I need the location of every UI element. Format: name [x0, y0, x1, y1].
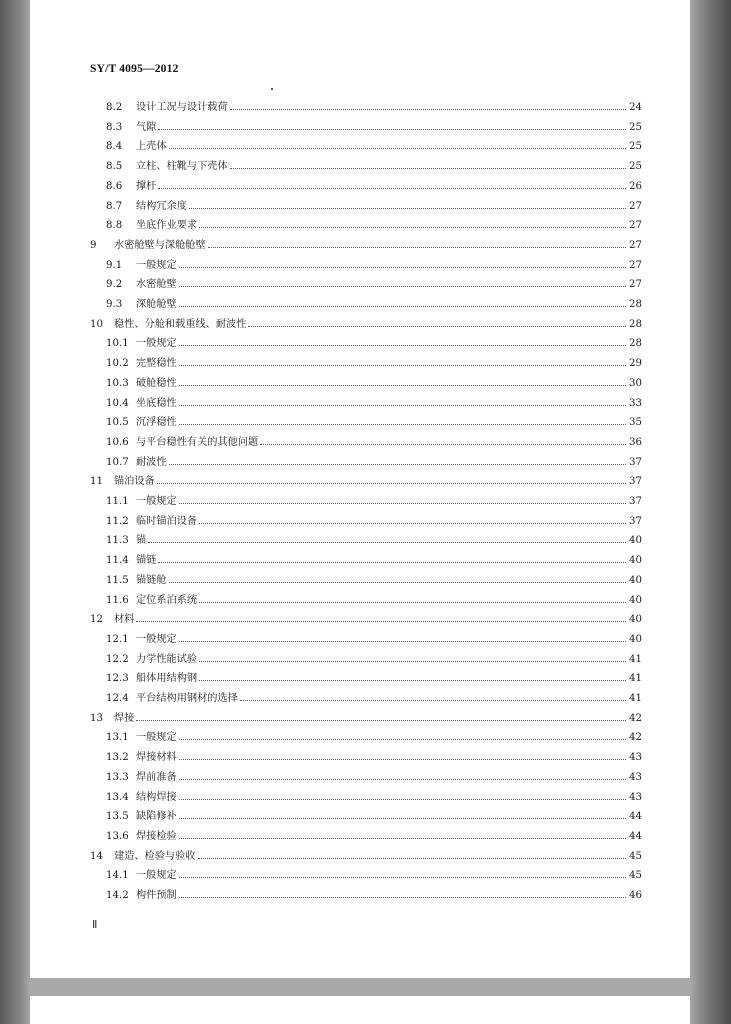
toc-chapter-entry[interactable] [30, 233, 690, 251]
toc-entry-number: 11.2 [106, 515, 129, 527]
toc-entry-number: 10.2 [106, 358, 129, 370]
toc-section-entry[interactable] [30, 174, 690, 192]
toc-entry-number: 13.4 [106, 791, 129, 803]
toc-entry-number: 9.2 [106, 279, 123, 291]
toc-entry-page: 24 [629, 102, 642, 113]
toc-entry-page: 25 [629, 161, 642, 173]
toc-entry-number: 8.6 [106, 180, 123, 192]
toc-section-entry[interactable] [30, 410, 690, 428]
toc-entry-title: 缺陷修补 [136, 811, 177, 823]
toc-entry-title: 沉浮稳性 [136, 417, 177, 429]
toc-entry-title: 材料 [114, 614, 135, 626]
toc-entry-page: 40 [629, 594, 642, 606]
toc-entry-title: 撑杆 [136, 180, 157, 192]
toc-dot-leader [179, 817, 626, 819]
toc-entry-page: 36 [629, 436, 642, 448]
toc-entry-number: 14.1 [106, 870, 129, 882]
toc-section-entry[interactable] [30, 115, 690, 133]
toc-section-entry[interactable] [30, 509, 690, 527]
toc-entry-page: 27 [629, 239, 642, 251]
toc-section-entry[interactable] [30, 686, 690, 704]
toc-entry-page: 27 [629, 259, 642, 271]
toc-entry-page: 37 [629, 476, 642, 488]
toc-dot-leader [158, 187, 626, 189]
toc-dot-leader [158, 128, 626, 130]
toc-entry-title: 定位系泊系统 [136, 594, 198, 606]
toc-entry-number: 10 [90, 318, 103, 330]
toc-dot-leader [179, 876, 626, 878]
toc-entry-number: 11.3 [106, 535, 129, 547]
toc-entry-number: 8.7 [106, 200, 123, 212]
toc-entry-title: 水密舱壁与深舱舱壁 [114, 239, 206, 251]
toc-entry-number: 11.4 [106, 555, 129, 567]
toc-dot-leader [136, 719, 626, 721]
toc-entry-page: 41 [629, 673, 642, 685]
toc-section-entry[interactable] [30, 666, 690, 684]
toc-entry-title: 结构冗余度 [136, 200, 187, 212]
toc-dot-leader [260, 443, 626, 445]
toc-dot-leader [179, 896, 626, 898]
toc-entry-number: 10.6 [106, 436, 129, 448]
toc-section-entry[interactable] [30, 824, 690, 842]
toc-dot-leader [179, 502, 626, 504]
document-header: SY/T 4095—2012 [90, 63, 179, 75]
toc-dot-leader [136, 620, 626, 622]
toc-dot-leader [179, 423, 626, 425]
toc-dot-leader [179, 266, 626, 268]
toc-entry-title: 焊接 [114, 712, 135, 724]
toc-entry-number: 11.5 [106, 574, 129, 586]
toc-entry-number: 8.4 [106, 141, 123, 153]
toc-dot-leader [179, 285, 626, 287]
toc-section-entry[interactable] [30, 430, 690, 448]
toc-dot-leader [189, 207, 626, 209]
toc-entry-page: 40 [629, 633, 642, 645]
toc-section-entry[interactable] [30, 765, 690, 783]
toc-entry-number: 8.5 [106, 161, 123, 173]
toc-section-entry[interactable] [30, 863, 690, 881]
toc-dot-leader [157, 482, 626, 484]
toc-entry-title: 平台结构用钢材的选择 [136, 693, 238, 704]
toc-dot-leader [199, 660, 626, 662]
toc-dot-leader [199, 522, 626, 524]
toc-entry-title: 结构焊接 [136, 791, 177, 803]
toc-entry-number: 10.3 [106, 377, 129, 389]
toc-entry-title: 气隙 [136, 121, 157, 133]
toc-dot-leader [148, 541, 626, 543]
toc-entry-number: 14.2 [106, 890, 129, 901]
page-number-footer: Ⅱ [92, 919, 98, 931]
toc-entry-number: 12 [90, 614, 103, 626]
toc-entry-page: 46 [629, 890, 642, 901]
toc-dot-leader [208, 246, 626, 248]
toc-entry-number: 13.5 [106, 811, 129, 823]
toc-section-entry[interactable] [30, 134, 690, 152]
toc-section-entry[interactable] [30, 588, 690, 606]
toc-entry-page: 27 [629, 220, 642, 232]
toc-entry-title: 焊接检验 [136, 830, 177, 842]
toc-entry-number: 9.1 [106, 259, 123, 271]
toc-dot-leader [179, 305, 626, 307]
toc-entry-title: 一般规定 [136, 633, 177, 645]
toc-entry-title: 破舱稳性 [136, 377, 177, 389]
toc-entry-title: 坐底稳性 [136, 397, 177, 409]
toc-entry-number: 10.5 [106, 417, 129, 429]
toc-dot-leader [230, 108, 626, 110]
scan-speck [271, 88, 273, 90]
toc-section-entry[interactable] [30, 253, 690, 271]
toc-dot-leader [179, 384, 626, 386]
toc-dot-leader [199, 226, 626, 228]
toc-entry-page: 37 [629, 456, 642, 468]
toc-chapter-entry[interactable] [30, 706, 690, 724]
toc-dot-leader [248, 325, 626, 327]
toc-section-entry[interactable] [30, 627, 690, 645]
toc-section-entry[interactable] [30, 745, 690, 763]
toc-dot-leader [179, 758, 626, 760]
toc-dot-leader [179, 798, 626, 800]
toc-entry-number: 11 [90, 476, 103, 488]
toc-entry-number: 11.1 [106, 496, 129, 507]
toc-entry-title: 与平台稳性有关的其他问题 [136, 436, 259, 448]
toc-entry-title: 一般规定 [136, 259, 177, 271]
toc-entry-page: 42 [629, 732, 642, 744]
toc-section-entry[interactable] [30, 95, 690, 113]
toc-entry-title: 临时锚泊设备 [136, 515, 198, 527]
toc-entry-title: 稳性、分舱和载重线、耐波性 [114, 318, 247, 330]
toc-entry-number: 9.3 [106, 299, 123, 310]
toc-entry-title: 锚链 [136, 555, 157, 567]
toc-entry-title: 上壳体 [136, 141, 167, 153]
toc-dot-leader [169, 463, 626, 465]
toc-chapter-entry[interactable] [30, 844, 690, 862]
toc-entry-title: 锚链舱 [136, 574, 167, 586]
toc-chapter-entry[interactable] [30, 607, 690, 625]
toc-section-entry[interactable] [30, 371, 690, 389]
toc-entry-title: 构件预制 [136, 890, 177, 901]
toc-entry-page: 25 [629, 141, 642, 153]
document-page [30, 0, 690, 978]
toc-entry-title: 设计工况与设计载荷 [136, 102, 228, 113]
toc-entry-page: 28 [629, 338, 642, 350]
toc-dot-leader [179, 837, 626, 839]
toc-section-entry[interactable] [30, 568, 690, 586]
toc-entry-number: 8.2 [106, 102, 123, 113]
toc-dot-leader [240, 699, 626, 701]
toc-entry-title: 船体用结构钢 [136, 673, 198, 685]
toc-entry-number: 13.6 [106, 830, 129, 842]
toc-entry-page: 41 [629, 653, 642, 665]
toc-dot-leader [179, 344, 626, 346]
toc-section-entry[interactable] [30, 548, 690, 566]
toc-section-entry[interactable] [30, 391, 690, 409]
toc-section-entry[interactable] [30, 194, 690, 212]
toc-entry-page: 40 [629, 535, 642, 547]
toc-dot-leader [179, 404, 626, 406]
toc-entry-number: 8.8 [106, 220, 123, 232]
toc-entry-number: 13.1 [106, 732, 129, 744]
toc-section-entry[interactable] [30, 272, 690, 290]
toc-entry-number: 12.4 [106, 693, 129, 704]
toc-entry-number: 12.3 [106, 673, 129, 685]
toc-entry-title: 锚 [136, 535, 147, 547]
toc-entry-page: 40 [629, 574, 642, 586]
toc-entry-number: 11.6 [106, 594, 129, 606]
toc-section-entry[interactable] [30, 154, 690, 172]
toc-entry-title: 建造、检验与验收 [114, 850, 196, 862]
toc-dot-leader [179, 364, 626, 366]
toc-entry-number: 9 [90, 239, 97, 251]
toc-dot-leader [179, 778, 626, 780]
toc-entry-number: 8.3 [106, 121, 123, 133]
toc-section-entry[interactable] [30, 883, 690, 901]
next-page-edge [30, 996, 690, 1024]
toc-entry-page: 37 [629, 496, 642, 507]
toc-section-entry[interactable] [30, 213, 690, 231]
toc-entry-page: 25 [629, 121, 642, 133]
toc-entry-page: 33 [629, 397, 642, 409]
toc-entry-page: 44 [629, 811, 642, 823]
toc-dot-leader [198, 857, 627, 859]
toc-entry-title: 耐波性 [136, 456, 167, 468]
toc-entry-page: 26 [629, 180, 642, 192]
toc-dot-leader [199, 601, 626, 603]
toc-section-entry[interactable] [30, 351, 690, 369]
toc-entry-page: 30 [629, 377, 642, 389]
toc-section-entry[interactable] [30, 804, 690, 822]
toc-entry-page: 40 [629, 555, 642, 567]
toc-entry-title: 锚泊设备 [114, 476, 155, 488]
toc-entry-title: 立柱、柱靴与下壳体 [136, 161, 228, 173]
toc-entry-title: 深舱舱壁 [136, 299, 177, 310]
toc-entry-title: 焊接材料 [136, 752, 177, 764]
toc-dot-leader [179, 738, 626, 740]
toc-entry-title: 焊前准备 [136, 771, 177, 783]
toc-section-entry[interactable] [30, 647, 690, 665]
toc-entry-page: 42 [629, 712, 642, 724]
toc-entry-page: 35 [629, 417, 642, 429]
toc-entry-number: 13.3 [106, 771, 129, 783]
toc-dot-leader [169, 147, 626, 149]
toc-dot-leader [158, 561, 626, 563]
toc-dot-leader [230, 167, 626, 169]
toc-entry-page: 45 [629, 850, 642, 862]
toc-entry-page: 37 [629, 515, 642, 527]
toc-entry-page: 28 [629, 318, 642, 330]
toc-entry-title: 一般规定 [136, 338, 177, 350]
toc-entry-number: 10.1 [106, 338, 129, 350]
toc-entry-page: 43 [629, 791, 642, 803]
toc-entry-page: 29 [629, 358, 642, 370]
toc-entry-page: 27 [629, 279, 642, 291]
toc-entry-page: 27 [629, 200, 642, 212]
toc-entry-page: 44 [629, 830, 642, 842]
toc-entry-number: 10.4 [106, 397, 129, 409]
toc-entry-number: 10.7 [106, 456, 129, 468]
toc-section-entry[interactable] [30, 292, 690, 310]
toc-entry-title: 完整稳性 [136, 358, 177, 370]
toc-section-entry[interactable] [30, 528, 690, 546]
toc-chapter-entry[interactable] [30, 469, 690, 487]
toc-entry-title: 水密舱壁 [136, 279, 177, 291]
toc-section-entry[interactable] [30, 785, 690, 803]
toc-entry-page: 43 [629, 771, 642, 783]
toc-entry-page: 41 [629, 693, 642, 704]
toc-entry-number: 12.1 [106, 633, 129, 645]
toc-entry-title: 一般规定 [136, 496, 177, 507]
toc-entry-number: 13.2 [106, 752, 129, 764]
toc-dot-leader [199, 679, 626, 681]
toc-entry-page: 28 [629, 299, 642, 310]
toc-section-entry[interactable] [30, 489, 690, 507]
toc-chapter-entry[interactable] [30, 312, 690, 330]
toc-entry-number: 14 [90, 850, 103, 862]
toc-entry-title: 一般规定 [136, 732, 177, 744]
toc-entry-title: 坐底作业要求 [136, 220, 198, 232]
toc-section-entry[interactable] [30, 450, 690, 468]
toc-entry-page: 45 [629, 870, 642, 882]
toc-entry-title: 一般规定 [136, 870, 177, 882]
toc-entry-number: 13 [90, 712, 103, 724]
toc-entry-page: 43 [629, 752, 642, 764]
toc-entry-title: 力学性能试验 [136, 653, 198, 665]
toc-section-entry[interactable] [30, 725, 690, 743]
toc-dot-leader [169, 581, 626, 583]
toc-entry-number: 12.2 [106, 653, 129, 665]
toc-dot-leader [179, 640, 626, 642]
toc-section-entry[interactable] [30, 331, 690, 349]
toc-entry-page: 40 [629, 614, 642, 626]
